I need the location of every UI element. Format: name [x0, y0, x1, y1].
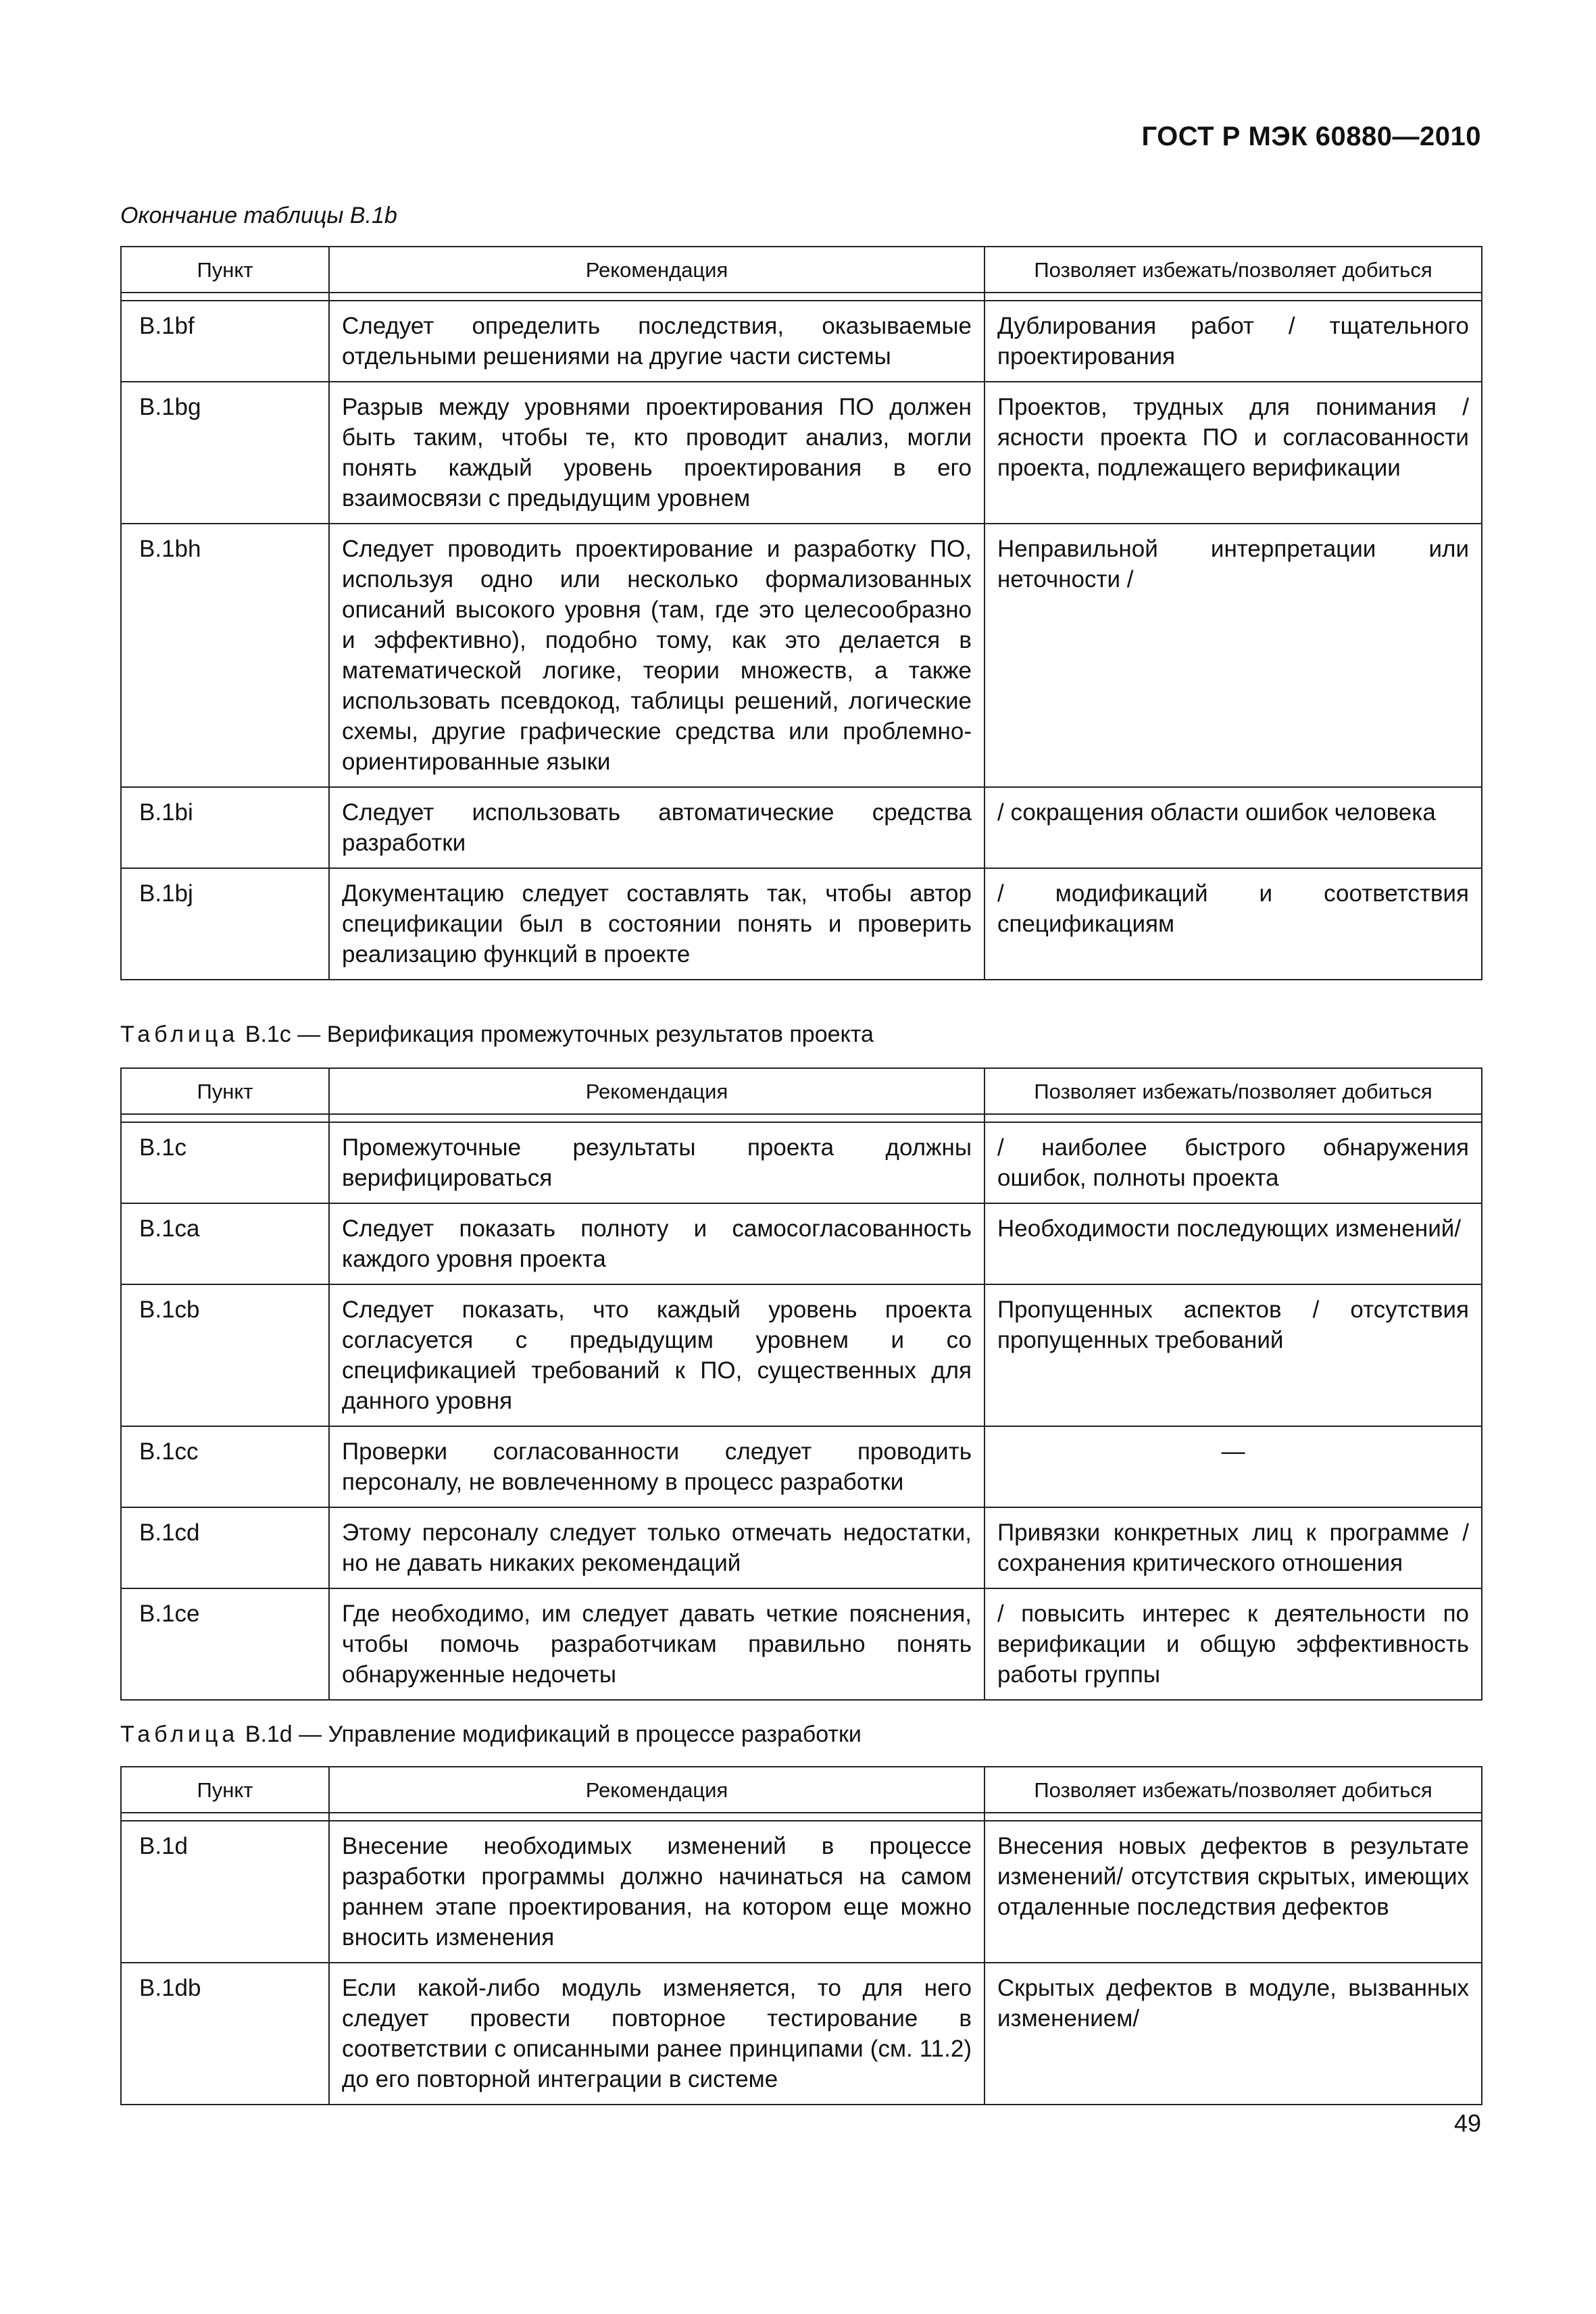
table-b1d — [120, 1766, 1482, 2105]
table-row — [121, 301, 1482, 382]
cell-punkt: B.1cb — [121, 1284, 329, 1426]
cell-recommendation: Следует использовать автоматические средства разработки — [329, 787, 984, 868]
cell-outcome: Проектов, трудных для понимания / ясности проекта ПО и согласованности проекта, подлежащего верификации — [984, 382, 1482, 524]
table-header-row — [121, 1068, 1482, 1114]
table-row — [121, 1588, 1482, 1700]
header-gap — [121, 1813, 1482, 1821]
table-header-row — [121, 1767, 1482, 1813]
column-header: Рекомендация — [329, 1767, 984, 1813]
cell-outcome: Неправильной интерпретации или неточности / — [984, 524, 1482, 787]
cell-recommendation: Разрыв между уровнями проектирования ПО должен быть таким, чтобы те, кто проводит анализ, могли понять каждый уровень проектирования в его взаимосвязи с предыдущим уровнем — [329, 382, 984, 524]
cell-punkt: B.1cc — [121, 1426, 329, 1507]
cell-outcome: / повысить интерес к деятельности по верификации и общую эффективность работы группы — [984, 1588, 1482, 1700]
cell-outcome: Скрытых дефектов в модуле, вызванных изменением/ — [984, 1963, 1482, 2105]
table-row — [121, 1821, 1482, 1963]
cell-outcome: Пропущенных аспектов / отсутствия пропущенных требований — [984, 1284, 1482, 1426]
cell-recommendation: Проверки согласованности следует проводить персоналу, не вовлеченному в процесс разработки — [329, 1426, 984, 1507]
cell-punkt: B.1d — [121, 1821, 329, 1963]
cell-punkt: B.1db — [121, 1963, 329, 2105]
column-header: Рекомендация — [329, 1068, 984, 1114]
cell-recommendation: Где необходимо, им следует давать четкие пояснения, чтобы помочь разработчикам правильно понять обнаруженные недочеты — [329, 1588, 984, 1700]
table-caption-b1b — [120, 203, 397, 229]
cell-recommendation: Если какой-либо модуль изменяется, то для него следует провести повторное тестирование в соответствии с описанными ранее принципами (см. 11.2) до его повторной интеграции в системе — [329, 1963, 984, 2105]
column-header: Позволяет избежать/позволяет добиться — [984, 1767, 1482, 1813]
cell-recommendation: Промежуточные результаты проекта должны верифицироваться — [329, 1122, 984, 1203]
cell-outcome: / модификаций и соответствия спецификациям — [984, 868, 1482, 980]
header-gap — [121, 293, 1482, 301]
caption-text: В.1с — Верификация промежуточных результатов проекта — [245, 1022, 874, 1047]
table-row — [121, 1963, 1482, 2105]
table-row — [121, 868, 1482, 980]
cell-punkt: B.1ce — [121, 1588, 329, 1700]
cell-recommendation: Следует проводить проектирование и разработку ПО, используя одно или несколько формализованных описаний высокого уровня (там, где это целесообразно и эффективно), подобно тому, как это делается в математической логике, теории множеств, а также использовать псевдокод, таблицы решений, логические схемы, другие графические средства или проблемно-ориентированные языки — [329, 524, 984, 787]
table-b1c — [120, 1067, 1482, 1701]
table-row — [121, 524, 1482, 787]
table-b1b — [120, 246, 1482, 980]
document-header: ГОСТ Р МЭК 60880—2010 — [1141, 122, 1481, 151]
cell-punkt: B.1bg — [121, 382, 329, 524]
table-caption-b1d — [120, 1721, 862, 1748]
cell-outcome: / наиболее быстрого обнаружения ошибок, полноты проекта — [984, 1122, 1482, 1203]
table-row — [121, 1284, 1482, 1426]
page-number: 49 — [1453, 2109, 1481, 2137]
cell-punkt: B.1cd — [121, 1507, 329, 1588]
table-row — [121, 1203, 1482, 1284]
caption-text: Окончание таблицы В.1b — [120, 203, 397, 228]
cell-recommendation: Документацию следует составлять так, чтобы автор спецификации был в состоянии понять и проверить реализацию функций в проекте — [329, 868, 984, 980]
column-header: Пункт — [121, 1068, 329, 1114]
table-row — [121, 1426, 1482, 1507]
table-row — [121, 1507, 1482, 1588]
cell-outcome: Внесения новых дефектов в результате изменений/ отсутствия скрытых, имеющих отдаленные последствия дефектов — [984, 1821, 1482, 1963]
column-header: Пункт — [121, 247, 329, 293]
cell-punkt: B.1bj — [121, 868, 329, 980]
cell-recommendation: Внесение необходимых изменений в процессе разработки программы должно начинаться на самом раннем этапе проектирования, на котором еще можно вносить изменения — [329, 1821, 984, 1963]
cell-punkt: B.1bi — [121, 787, 329, 868]
column-header: Позволяет избежать/позволяет добиться — [984, 1068, 1482, 1114]
table-header-row — [121, 247, 1482, 293]
table-row — [121, 1122, 1482, 1203]
cell-punkt: B.1bf — [121, 301, 329, 382]
table-row — [121, 382, 1482, 524]
cell-punkt: B.1c — [121, 1122, 329, 1203]
table-row — [121, 787, 1482, 868]
cell-outcome: Необходимости последующих изменений/ — [984, 1203, 1482, 1284]
header-gap — [121, 1114, 1482, 1122]
caption-text: В.1d — Управление модификаций в процессе разработки — [245, 1721, 862, 1747]
caption-label: Таблица — [120, 1022, 239, 1047]
cell-punkt: B.1ca — [121, 1203, 329, 1284]
column-header: Позволяет избежать/позволяет добиться — [984, 247, 1482, 293]
cell-recommendation: Следует определить последствия, оказываемые отдельными решениями на другие части системы — [329, 301, 984, 382]
cell-outcome: Привязки конкретных лиц к программе / сохранения критического отношения — [984, 1507, 1482, 1588]
cell-recommendation: Следует показать, что каждый уровень проекта согласуется с предыдущим уровнем и со спецификацией требований к ПО, существенных для данного уровня — [329, 1284, 984, 1426]
table-caption-b1c — [120, 1022, 874, 1048]
cell-punkt: B.1bh — [121, 524, 329, 787]
cell-outcome: — — [984, 1426, 1482, 1507]
cell-outcome: Дублирования работ / тщательного проектирования — [984, 301, 1482, 382]
cell-recommendation: Следует показать полноту и самосогласованность каждого уровня проекта — [329, 1203, 984, 1284]
cell-outcome: / сокращения области ошибок человека — [984, 787, 1482, 868]
column-header: Рекомендация — [329, 247, 984, 293]
column-header: Пункт — [121, 1767, 329, 1813]
caption-label: Таблица — [120, 1721, 239, 1747]
cell-recommendation: Этому персоналу следует только отмечать недостатки, но не давать никаких рекомендаций — [329, 1507, 984, 1588]
